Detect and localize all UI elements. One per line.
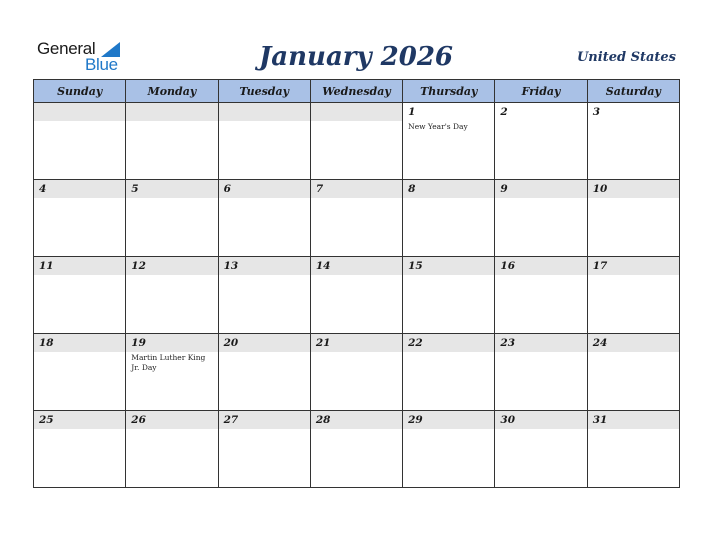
weekday-header: Saturday [587, 80, 679, 103]
day-number: 31 [588, 411, 679, 429]
calendar-day-cell [310, 257, 402, 334]
calendar-day-cell [587, 257, 679, 334]
calendar-day-cell [495, 334, 587, 411]
day-number: 20 [219, 334, 310, 352]
holiday-label: New Year's Day [408, 122, 468, 131]
calendar-week-row [34, 103, 680, 180]
calendar-day-cell [310, 334, 402, 411]
day-number: 29 [403, 411, 494, 429]
day-number [34, 103, 125, 121]
day-number: 25 [34, 411, 125, 429]
day-number: 17 [588, 257, 679, 275]
day-number: 4 [34, 180, 125, 198]
calendar-day-cell [34, 334, 126, 411]
weekday-header: Friday [495, 80, 587, 103]
calendar-day-cell [34, 180, 126, 257]
calendar-day-cell [34, 411, 126, 488]
calendar-week-row [34, 257, 680, 334]
day-number: 2 [495, 103, 586, 121]
calendar-day-cell [403, 180, 495, 257]
day-number: 12 [126, 257, 217, 275]
calendar-day-cell [310, 411, 402, 488]
calendar-day-cell [34, 257, 126, 334]
day-number: 13 [219, 257, 310, 275]
day-number: 16 [495, 257, 586, 275]
day-number: 22 [403, 334, 494, 352]
day-number: 11 [34, 257, 125, 275]
day-number: 24 [588, 334, 679, 352]
calendar-day-cell [587, 411, 679, 488]
day-number: 30 [495, 411, 586, 429]
day-number: 15 [403, 257, 494, 275]
logo-word-general: General [37, 39, 96, 58]
calendar-day-cell [218, 180, 310, 257]
day-number: 23 [495, 334, 586, 352]
calendar-title: January 2026 [258, 42, 454, 72]
calendar-day-cell [34, 103, 126, 180]
calendar-day-cell [310, 103, 402, 180]
day-number: 27 [219, 411, 310, 429]
day-number: 19 [126, 334, 217, 352]
calendar-day-cell [126, 180, 218, 257]
day-number: 8 [403, 180, 494, 198]
calendar-day-cell [495, 103, 587, 180]
weekday-header: Wednesday [310, 80, 402, 103]
calendar-grid [33, 79, 680, 488]
calendar-day-cell [495, 180, 587, 257]
calendar-day-cell [126, 103, 218, 180]
day-number: 6 [219, 180, 310, 198]
weekday-header: Tuesday [218, 80, 310, 103]
calendar-day-cell [403, 257, 495, 334]
calendar-day-cell [587, 103, 679, 180]
calendar-day-cell [587, 334, 679, 411]
day-number: 5 [126, 180, 217, 198]
day-number: 3 [588, 103, 679, 121]
day-number: 21 [311, 334, 402, 352]
calendar-day-cell [218, 411, 310, 488]
calendar-body [34, 103, 680, 488]
calendar-day-cell [587, 180, 679, 257]
day-number [311, 103, 402, 121]
holiday-label: Martin Luther King Jr. Day [131, 353, 206, 372]
calendar-day-cell [218, 257, 310, 334]
calendar-day-cell [218, 334, 310, 411]
calendar-day-cell [403, 411, 495, 488]
day-number: 28 [311, 411, 402, 429]
weekday-header-row [34, 80, 680, 103]
day-number [126, 103, 217, 121]
calendar-day-cell [126, 257, 218, 334]
calendar-day-cell [218, 103, 310, 180]
day-number: 26 [126, 411, 217, 429]
calendar-day-cell [403, 334, 495, 411]
day-number [219, 103, 310, 121]
calendar-day-cell [495, 257, 587, 334]
day-number: 18 [34, 334, 125, 352]
day-number: 7 [311, 180, 402, 198]
weekday-header: Monday [126, 80, 218, 103]
day-number: 10 [588, 180, 679, 198]
weekday-header: Thursday [403, 80, 495, 103]
calendar-day-cell [403, 103, 495, 180]
calendar-day-cell [126, 411, 218, 488]
calendar-week-row [34, 411, 680, 488]
calendar-week-row [34, 180, 680, 257]
calendar-day-cell [310, 180, 402, 257]
day-number: 9 [495, 180, 586, 198]
calendar-day-cell [126, 334, 218, 411]
logo-word-blue: Blue [85, 55, 118, 74]
weekday-header: Sunday [34, 80, 126, 103]
country-label: United States [576, 50, 676, 65]
day-number: 1 [403, 103, 494, 121]
calendar-day-cell [495, 411, 587, 488]
day-number: 14 [311, 257, 402, 275]
calendar-week-row [34, 334, 680, 411]
